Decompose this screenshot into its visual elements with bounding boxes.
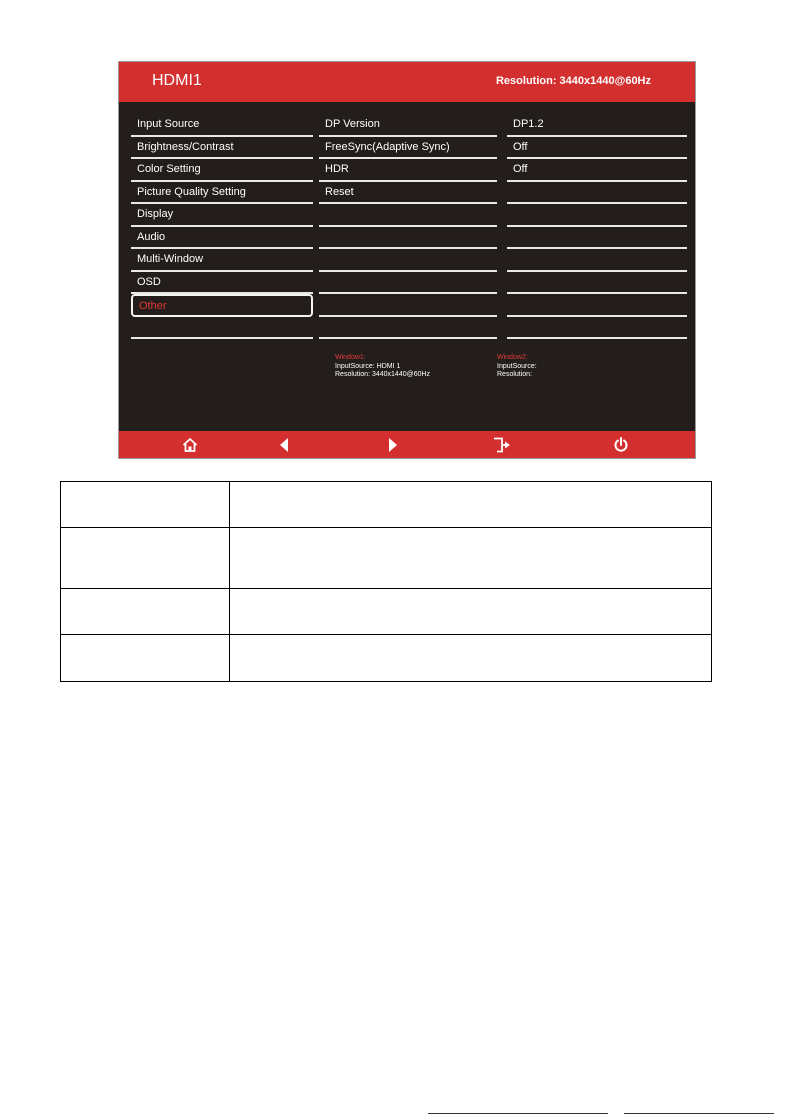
info-table <box>60 481 712 682</box>
resolution-readout: Resolution: 3440x1440@60Hz <box>495 75 651 87</box>
exit-button[interactable] <box>490 431 514 458</box>
left-arrow-icon <box>279 438 289 452</box>
value-item <box>507 317 687 340</box>
main-menu-item[interactable] <box>131 317 313 340</box>
value-item <box>507 182 687 205</box>
left-button[interactable] <box>272 431 296 458</box>
osd-menu <box>118 61 696 459</box>
table-cell <box>61 482 230 528</box>
sub-menu-item[interactable]: FreeSync(Adaptive Sync) <box>319 137 497 160</box>
right-button[interactable] <box>381 431 405 458</box>
value-item <box>507 249 687 272</box>
input-source-title: HDMI1 <box>152 72 202 89</box>
value-item <box>507 272 687 295</box>
sub-menu-item[interactable] <box>319 294 497 317</box>
sub-menu-item[interactable] <box>319 227 497 250</box>
table-row <box>61 589 712 635</box>
sub-menu-item[interactable]: Reset <box>319 182 497 205</box>
main-menu-item[interactable]: OSD <box>131 272 313 295</box>
power-button[interactable] <box>609 431 633 458</box>
sub-menu-item[interactable] <box>319 272 497 295</box>
value-item: Off <box>507 137 687 160</box>
table-cell <box>230 589 712 635</box>
table-cell <box>61 635 230 682</box>
sub-menu-item[interactable]: HDR <box>319 159 497 182</box>
value-item <box>507 227 687 250</box>
exit-icon <box>493 437 511 453</box>
main-menu-item[interactable]: Display <box>131 204 313 227</box>
main-menu-item[interactable]: Input Source <box>131 114 313 137</box>
main-menu-item[interactable]: Brightness/Contrast <box>131 137 313 160</box>
page-footer-rule <box>624 1113 774 1114</box>
table-cell <box>230 528 712 589</box>
table-row <box>61 482 712 528</box>
table-cell <box>230 635 712 682</box>
table-cell <box>230 482 712 528</box>
window1-title: Window1: <box>335 354 366 361</box>
main-menu-item[interactable]: Other <box>131 294 313 317</box>
sub-menu-item[interactable]: DP Version <box>319 114 497 137</box>
osd-header <box>119 62 695 102</box>
window1-input-source: InputSource: HDMI 1 <box>335 362 401 370</box>
window1-resolution: Resolution: 3440x1440@60Hz <box>335 371 431 378</box>
window2-title: Window2: <box>497 354 528 361</box>
home-icon <box>182 437 198 453</box>
home-button[interactable] <box>178 431 202 458</box>
page-footer-rule <box>428 1113 608 1114</box>
window2-info <box>497 354 537 380</box>
main-menu-item[interactable]: Color Setting <box>131 159 313 182</box>
table-row <box>61 528 712 589</box>
sub-menu <box>319 114 497 339</box>
main-menu-item[interactable]: Audio <box>131 227 313 250</box>
main-menu <box>131 114 313 339</box>
sub-menu-item[interactable] <box>319 249 497 272</box>
value-item: Off <box>507 159 687 182</box>
right-arrow-icon <box>388 438 398 452</box>
table-row <box>61 635 712 682</box>
main-menu-item[interactable]: Multi-Window <box>131 249 313 272</box>
osd-footer-nav <box>119 431 695 458</box>
value-item <box>507 294 687 317</box>
window2-input-source: InputSource: <box>497 362 537 370</box>
value-item: DP1.2 <box>507 114 687 137</box>
power-icon <box>613 437 629 453</box>
window2-resolution: Resolution: <box>497 371 533 378</box>
sub-menu-item[interactable] <box>319 204 497 227</box>
value-item <box>507 204 687 227</box>
table-cell <box>61 528 230 589</box>
sub-menu-item[interactable] <box>319 317 497 340</box>
value-column <box>507 114 687 339</box>
window1-info <box>335 354 430 380</box>
main-menu-item[interactable]: Picture Quality Setting <box>131 182 313 205</box>
table-cell <box>61 589 230 635</box>
